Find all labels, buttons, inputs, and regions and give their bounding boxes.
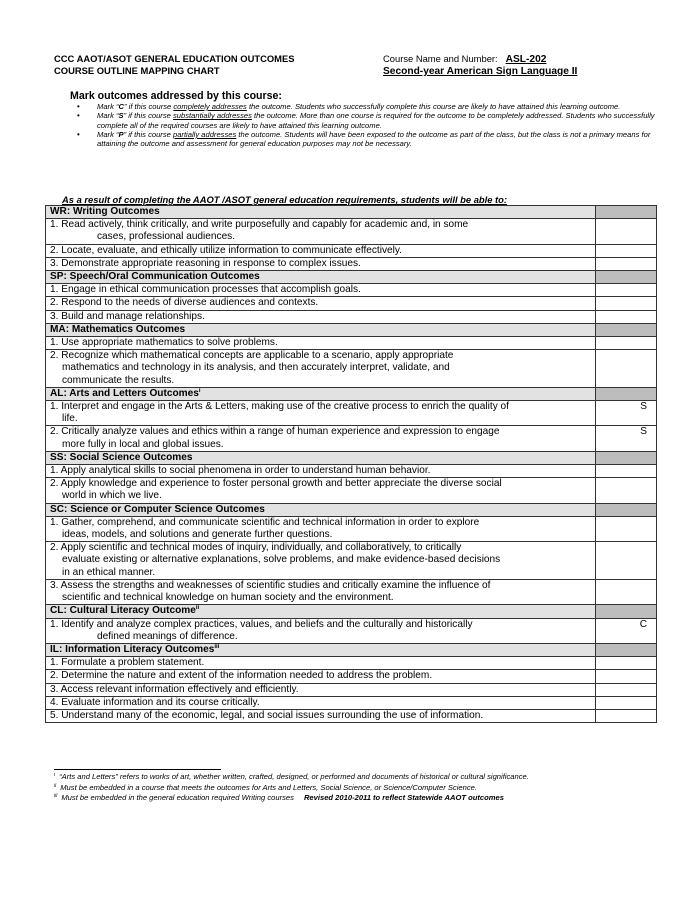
outcome-line1: 2. Respond to the needs of diverse audiences and contexts. [50, 297, 319, 309]
section-title-text: SS: Social Science Outcomes [50, 451, 193, 463]
outcome-row [46, 284, 657, 297]
outcome-text [46, 709, 596, 722]
footnote-text: “Arts and Letters” refers to works of art, whether written, crafted, designed, or performed and documents of historical or cultural significance. [59, 772, 529, 781]
outcome-line1: 1. Read actively, think critically, and write purposefully and capably for academic and, in some [50, 219, 469, 231]
section-title [46, 323, 596, 336]
outcome-line1: 3. Access relevant information effectively and efficiently. [50, 683, 299, 695]
outcome-mark: C [596, 618, 657, 643]
outcome-line1: 3. Demonstrate appropriate reasoning in response to complex issues. [50, 257, 361, 269]
footnote-ref: iii [214, 643, 220, 650]
outcome-line1: 1. Identify and analyze complex practices, values, and beliefs and the culturally and historically [50, 618, 473, 630]
outcome-line3: communicate the results. [62, 374, 175, 386]
instruction-pre: Mark “ [97, 111, 119, 121]
instruction-mid: ” if this course [124, 102, 174, 111]
outcome-line1: 4. Evaluate information and its course critically. [50, 696, 260, 708]
outcome-row [46, 683, 657, 696]
outcome-text [46, 257, 596, 270]
outcome-row [46, 337, 657, 350]
section-mark-cell [596, 503, 657, 516]
outcome-row [46, 297, 657, 310]
outcome-mark: S [596, 426, 657, 451]
outcome-line2: ideas, models, and solutions and generate further questions. [62, 529, 333, 541]
outcome-line1: 2. Recognize which mathematical concepts are applicable to a scenario, apply appropriate [50, 350, 454, 362]
section-mark-cell [596, 643, 657, 656]
outcome-text [46, 683, 596, 696]
outcome-mark [596, 709, 657, 722]
section-title-text: SC: Science or Computer Science Outcomes [50, 503, 265, 515]
course-code: ASL-202 [505, 54, 547, 65]
outcome-text [46, 219, 596, 244]
outcome-row [46, 670, 657, 683]
section-title [46, 206, 596, 219]
instruction-post: the outcome. More than one course is required for the outcome to be completely addressed. Students who successfully complete all of the required courses are likely to have attained this learning outcome. [97, 111, 655, 130]
chart-title-line1: CCC AAOT/ASOT GENERAL EDUCATION OUTCOMES [54, 53, 295, 64]
footnote-ref: ii [195, 605, 200, 612]
outcome-mark [596, 219, 657, 244]
outcome-mark [596, 670, 657, 683]
section-header-row [46, 206, 657, 219]
instruction-pre: Mark “ [97, 102, 119, 111]
outcome-text [46, 244, 596, 257]
bullet-icon: • [77, 129, 80, 139]
outcome-row [46, 478, 657, 503]
outcome-mark [596, 297, 657, 310]
outcome-mark [596, 542, 657, 580]
outcome-row [46, 244, 657, 257]
section-title-text: MA: Mathematics Outcomes [50, 323, 186, 335]
outcome-line1: 2. Critically analyze values and ethics within a range of human experience and expression to engage [50, 426, 500, 438]
instruction-pre: Mark “ [97, 129, 119, 139]
instruction-item [77, 130, 655, 149]
outcome-row [46, 257, 657, 270]
section-header-row [46, 387, 657, 400]
footnote-marker: ii [54, 782, 57, 789]
outcome-row [46, 542, 657, 580]
outcome-text [46, 478, 596, 503]
outcome-mark [596, 337, 657, 350]
bullet-icon: • [77, 111, 80, 121]
outcome-mark: S [596, 401, 657, 426]
outcome-text [46, 401, 596, 426]
instruction-mid: ” if this course [123, 111, 173, 121]
outcome-text [46, 657, 596, 670]
footnote [54, 772, 664, 783]
section-header-row [46, 271, 657, 284]
section-header-row [46, 451, 657, 464]
instruction-emphasis: partially addresses [172, 129, 237, 139]
section-header-row [46, 323, 657, 336]
outcome-line1: 3. Assess the strengths and weaknesses of scientific studies and critically examine the influence of [50, 579, 491, 591]
instructions-title: Mark outcomes addressed by this course: [70, 90, 282, 102]
outcome-mark [596, 257, 657, 270]
mark-letter: P [118, 129, 124, 139]
table-intro: As a result of completing the AAOT /ASOT general education requirements, students will be able to: [62, 194, 508, 205]
outcome-line2: cases, professional audiences. [97, 231, 236, 243]
footnote-marker: iii [54, 793, 58, 799]
revision-note: Revised 2010-2011 to reflect Statewide AAOT outcomes [303, 793, 504, 802]
outcome-mark [596, 579, 657, 604]
outcome-line2: scientific and technical knowledge on human society and the environment. [62, 592, 394, 604]
outcome-mark [596, 244, 657, 257]
mark-letter: C [118, 102, 124, 111]
instructions-list [77, 102, 655, 148]
outcome-text [46, 337, 596, 350]
outcome-text [46, 516, 596, 541]
section-mark-cell [596, 451, 657, 464]
outcome-mark [596, 350, 657, 388]
footnote-text: Must be embedded in a course that meets the outcomes for Arts and Letters, Social Science, or Science/Computer Science. [60, 782, 477, 792]
chart-title [54, 53, 294, 77]
outcome-line1: 1. Formulate a problem statement. [50, 657, 205, 669]
outcome-text [46, 618, 596, 643]
section-title [46, 271, 596, 284]
outcome-line2: mathematics and technology in its analysis, and then accurately interpret, validate, and [62, 362, 450, 374]
section-title [46, 503, 596, 516]
outcome-text [46, 284, 596, 297]
section-header-row [46, 643, 657, 656]
outcome-text [46, 579, 596, 604]
outcome-line1: 1. Gather, comprehend, and communicate scientific and technical information in order to explore [50, 516, 480, 528]
section-title-text: AL: Arts and Letters Outcomes [50, 387, 199, 399]
outcome-row [46, 709, 657, 722]
outcome-text [46, 310, 596, 323]
outcome-row [46, 516, 657, 541]
outcome-row [46, 350, 657, 388]
course-info [383, 53, 577, 78]
outcome-line2: life. [62, 413, 78, 425]
outcome-mark [596, 478, 657, 503]
outcome-line1: 2. Locate, evaluate, and ethically utilize information to communicate effectively. [50, 244, 402, 256]
chart-title-line2: COURSE OUTLINE MAPPING CHART [54, 65, 220, 76]
instruction-item [77, 111, 655, 130]
bullet-icon: • [77, 102, 80, 111]
outcome-line1: 2. Apply scientific and technical modes of inquiry, individually, and collaboratively, to critically [50, 542, 462, 554]
footnote-divider [54, 769, 221, 770]
section-title-text: SP: Speech/Oral Communication Outcomes [50, 271, 260, 283]
outcome-line2: evaluate existing or alternative explanations, solve problems, and make evidence-based decisions [62, 554, 501, 566]
outcome-row [46, 657, 657, 670]
outcome-row [46, 219, 657, 244]
instruction-post: the outcome. Students who successfully complete this course are likely to have attained this learning outcome. [246, 102, 621, 111]
section-mark-cell [596, 206, 657, 219]
instruction-post: the outcome. Students will have been exposed to the outcome as part of the class, but the class is not a primary means for attaining the outcome and assessment for general education purposes may not be necessary. [97, 129, 651, 149]
outcome-line1: 5. Understand many of the economic, legal, and social issues surrounding the use of information. [50, 709, 484, 721]
instruction-emphasis: substantially addresses [172, 111, 252, 121]
section-title [46, 643, 596, 656]
outcome-mark [596, 696, 657, 709]
instruction-mid: ” if this course [123, 129, 173, 139]
section-mark-cell [596, 271, 657, 284]
section-header-row [46, 503, 657, 516]
outcome-line2: more fully in local and global issues. [62, 438, 224, 450]
footnote-marker: i [54, 772, 56, 778]
outcome-line1: 1. Interpret and engage in the Arts & Letters, making use of the creative process to enrich the quality of [50, 401, 509, 413]
outcome-line1: 1. Apply analytical skills to social phenomena in order to understand human behavior. [50, 465, 431, 477]
section-mark-cell [596, 605, 657, 618]
outcome-text [46, 350, 596, 388]
section-title-text: WR: Writing Outcomes [50, 206, 160, 217]
section-mark-cell [596, 387, 657, 400]
outcome-row [46, 426, 657, 451]
footnotes [54, 772, 664, 804]
outcome-line1: 1. Engage in ethical communication processes that accomplish goals. [50, 284, 361, 296]
section-header-row [46, 605, 657, 618]
outcome-row [46, 401, 657, 426]
instruction-emphasis: completely addresses [173, 102, 247, 111]
outcome-mark [596, 683, 657, 696]
outcome-mark [596, 516, 657, 541]
section-title [46, 387, 596, 400]
outcome-text [46, 426, 596, 451]
outcomes-table [45, 205, 657, 723]
outcome-mark [596, 284, 657, 297]
outcome-row [46, 579, 657, 604]
outcome-row [46, 696, 657, 709]
outcome-row [46, 618, 657, 643]
outcome-line1: 3. Build and manage relationships. [50, 310, 205, 322]
outcome-line1: 2. Determine the nature and extent of the information needed to address the problem. [50, 670, 433, 682]
section-title [46, 451, 596, 464]
outcome-line1: 2. Apply knowledge and experience to foster personal growth and better appreciate the diverse social [50, 478, 502, 490]
outcome-row [46, 465, 657, 478]
outcome-text [46, 542, 596, 580]
outcome-text [46, 297, 596, 310]
course-label: Course Name and Number: [383, 53, 498, 64]
outcome-mark [596, 657, 657, 670]
instruction-item [77, 102, 655, 111]
mark-letter: S [118, 111, 124, 121]
course-name: Second-year American Sign Language II [383, 66, 578, 77]
outcome-text [46, 465, 596, 478]
footnote-ref: i [198, 387, 201, 394]
outcome-line2: defined meanings of difference. [97, 630, 238, 642]
outcome-line2: world in which we live. [62, 490, 162, 502]
outcome-line3: in an ethical manner. [62, 566, 156, 578]
footnote [54, 793, 664, 804]
section-title [46, 605, 596, 618]
section-title-text: IL: Information Literacy Outcomes [50, 643, 215, 655]
outcome-mark [596, 310, 657, 323]
outcome-mark [596, 465, 657, 478]
footnote [54, 783, 664, 794]
outcome-line1: 1. Use appropriate mathematics to solve problems. [50, 337, 278, 349]
outcome-text [46, 696, 596, 709]
outcome-row [46, 310, 657, 323]
outcome-text [46, 670, 596, 683]
footnote-text: Must be embedded in the general education required Writing courses [61, 793, 294, 802]
section-title-text: CL: Cultural Literacy Outcome [50, 605, 196, 617]
section-mark-cell [596, 323, 657, 336]
